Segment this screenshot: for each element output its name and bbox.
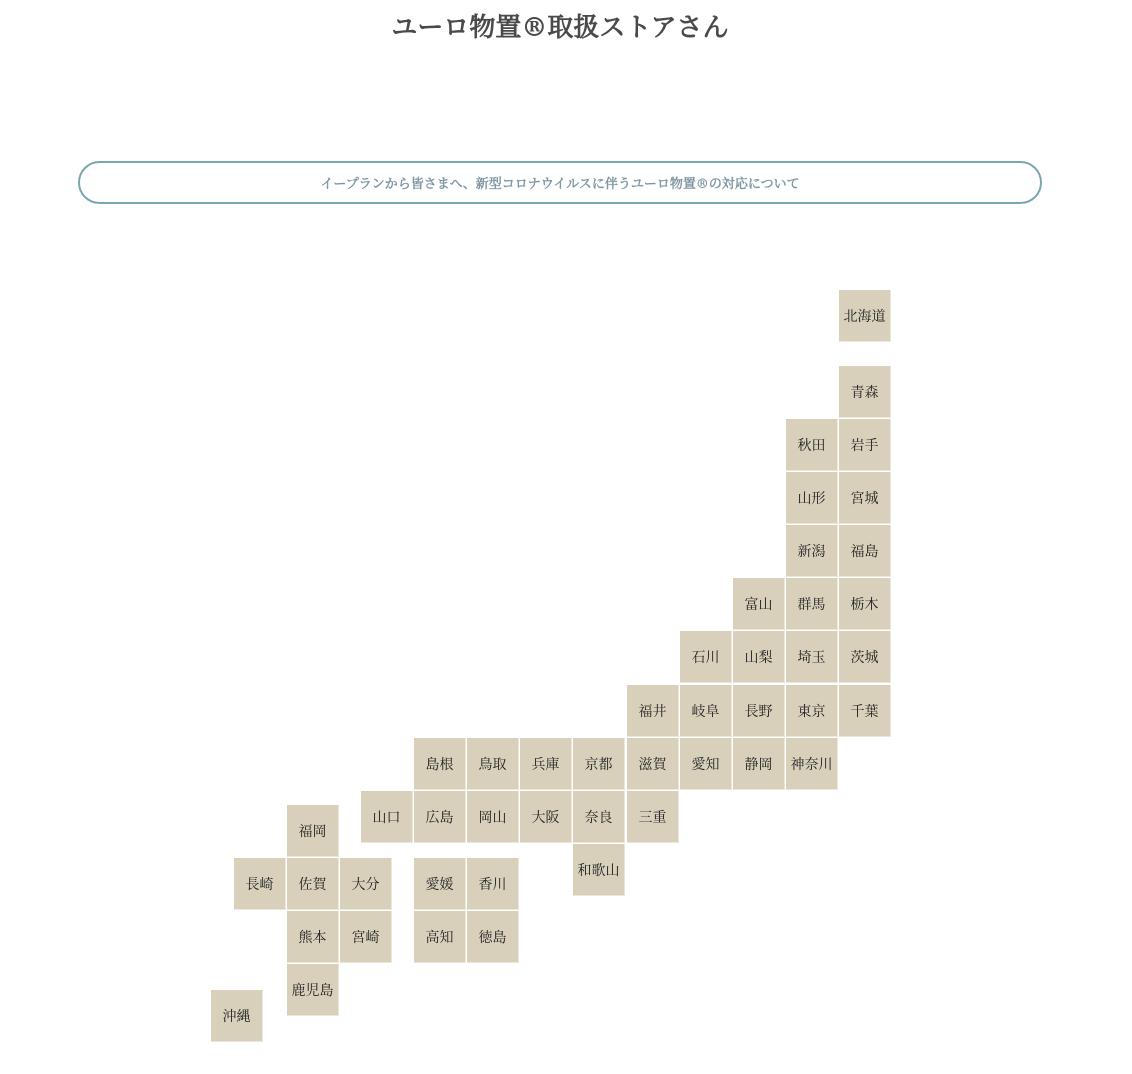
prefecture-ibaraki[interactable]: 茨城 — [839, 631, 891, 683]
prefecture-hiroshima[interactable]: 広島 — [414, 791, 466, 843]
prefecture-fukuoka[interactable]: 福岡 — [287, 805, 339, 857]
page-title: ユーロ物置®取扱ストアさん — [391, 13, 729, 43]
prefecture-hyogo[interactable]: 兵庫 — [520, 738, 572, 790]
prefecture-ehime[interactable]: 愛媛 — [414, 858, 466, 910]
prefecture-nagano[interactable]: 長野 — [733, 685, 785, 737]
covid-notice-link[interactable] — [78, 161, 1042, 204]
prefecture-okinawa[interactable]: 沖縄 — [211, 990, 263, 1042]
prefecture-tottori[interactable]: 鳥取 — [467, 738, 519, 790]
prefecture-iwate[interactable]: 岩手 — [839, 419, 891, 471]
prefecture-tokyo[interactable]: 東京 — [786, 685, 838, 737]
prefecture-yamagata[interactable]: 山形 — [786, 472, 838, 524]
prefecture-shiga[interactable]: 滋賀 — [627, 738, 679, 790]
prefecture-miyazaki[interactable]: 宮崎 — [340, 911, 392, 963]
prefecture-toyama[interactable]: 富山 — [733, 578, 785, 630]
prefecture-kochi[interactable]: 高知 — [414, 911, 466, 963]
prefecture-nara[interactable]: 奈良 — [573, 791, 625, 843]
prefecture-kanagawa[interactable]: 神奈川 — [786, 738, 838, 790]
prefecture-niigata[interactable]: 新潟 — [786, 525, 838, 577]
prefecture-ishikawa[interactable]: 石川 — [680, 631, 732, 683]
prefecture-miyagi[interactable]: 宮城 — [839, 472, 891, 524]
prefecture-saitama[interactable]: 埼玉 — [786, 631, 838, 683]
prefecture-kyoto[interactable]: 京都 — [573, 738, 625, 790]
prefecture-gifu[interactable]: 岐阜 — [680, 685, 732, 737]
prefecture-mie[interactable]: 三重 — [627, 791, 679, 843]
prefecture-yamaguchi[interactable]: 山口 — [361, 791, 413, 843]
prefecture-akita[interactable]: 秋田 — [786, 419, 838, 471]
covid-notice-label: イープランから皆さまへ、新型コロナウイルスに伴うユーロ物置®の対応について — [320, 177, 800, 192]
prefecture-fukui[interactable]: 福井 — [627, 685, 679, 737]
prefecture-chiba[interactable]: 千葉 — [839, 685, 891, 737]
prefecture-aichi[interactable]: 愛知 — [680, 738, 732, 790]
prefecture-hokkaido[interactable]: 北海道 — [839, 290, 891, 342]
prefecture-saga[interactable]: 佐賀 — [287, 858, 339, 910]
prefecture-okayama[interactable]: 岡山 — [467, 791, 519, 843]
prefecture-shizuoka[interactable]: 静岡 — [733, 738, 785, 790]
prefecture-nagasaki[interactable]: 長崎 — [234, 858, 286, 910]
prefecture-osaka[interactable]: 大阪 — [520, 791, 572, 843]
prefecture-shimane[interactable]: 島根 — [414, 738, 466, 790]
prefecture-kumamoto[interactable]: 熊本 — [287, 911, 339, 963]
prefecture-yamanashi[interactable]: 山梨 — [733, 631, 785, 683]
prefecture-kagawa[interactable]: 香川 — [467, 858, 519, 910]
prefecture-oita[interactable]: 大分 — [340, 858, 392, 910]
prefecture-kagoshima[interactable]: 鹿児島 — [287, 964, 339, 1016]
prefecture-fukushima[interactable]: 福島 — [839, 525, 891, 577]
prefecture-aomori[interactable]: 青森 — [839, 366, 891, 418]
prefecture-tokushima[interactable]: 徳島 — [467, 911, 519, 963]
prefecture-wakayama[interactable]: 和歌山 — [573, 844, 625, 896]
prefecture-tochigi[interactable]: 栃木 — [839, 578, 891, 630]
prefecture-gunma[interactable]: 群馬 — [786, 578, 838, 630]
